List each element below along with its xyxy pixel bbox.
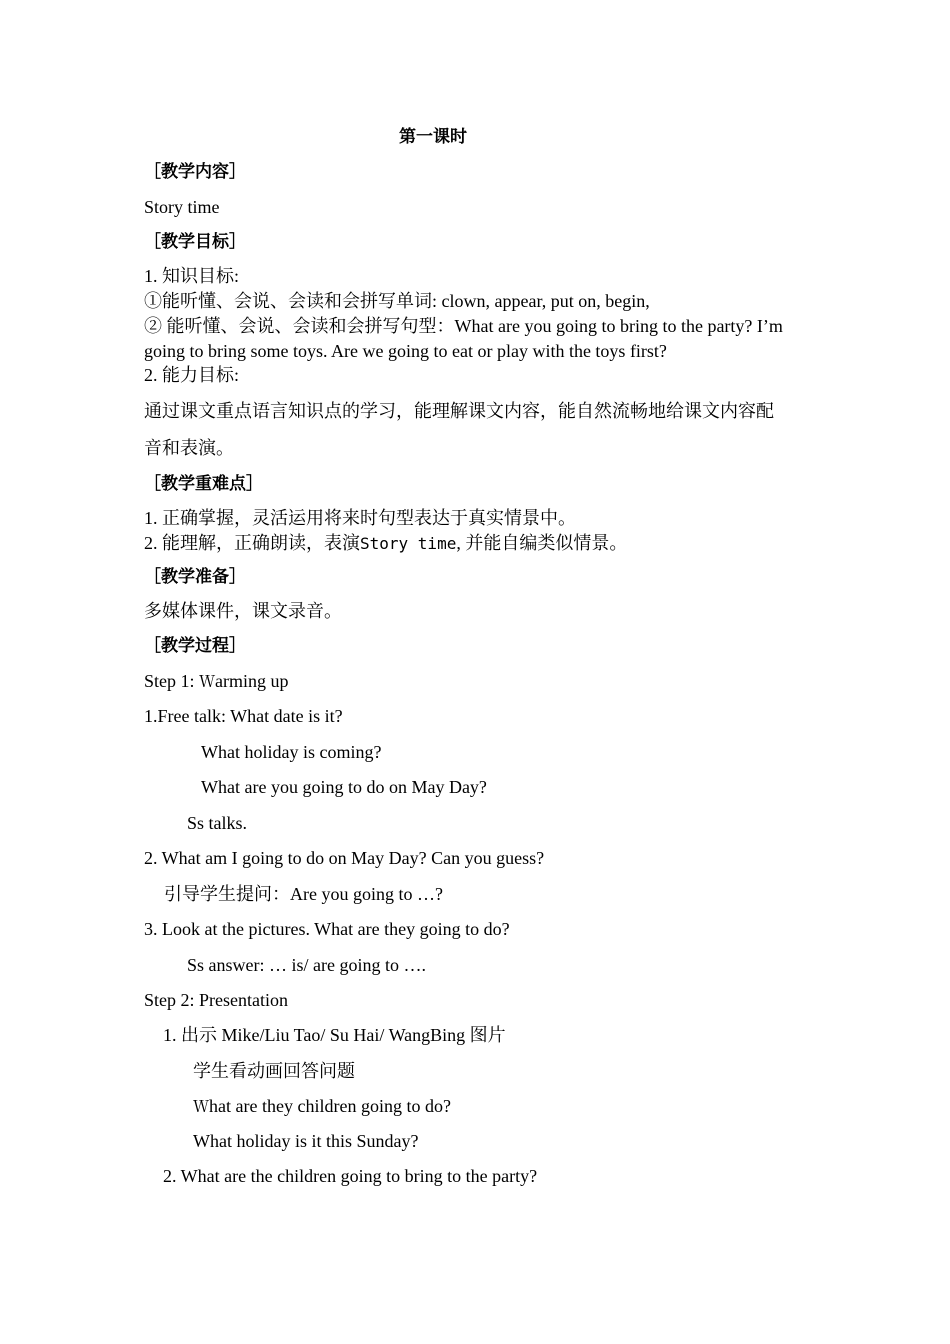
free-talk: 1.Free talk: What date is it? [144,706,343,726]
teaching-content-text: Story time [144,197,220,217]
step1-w: Ｗ [199,672,216,691]
heading-preparation: ［教学准备］ [144,567,246,587]
guide-students: 引导学生提问：Are you going to …? [164,884,443,904]
ss-answer: Ss answer: … is/ are going to …. [187,955,426,975]
presentation-question-2: What holiday is it this Sunday? [193,1131,419,1151]
preparation-text: 多媒体课件，课文录音。 [144,601,342,621]
step1-title [144,670,289,693]
goal-knowledge-sentences-line1: ② 能听懂、会说、会读和会拼写句型：What are you going to bring to the party? I’m [144,316,783,336]
ss-talks: Ss talks. [187,813,248,833]
goal-ability: 2. 能力目标: [144,365,240,385]
key-point-2-text: 2. 能理解，正确朗读，表演 [144,533,360,553]
goal-knowledge: 1. 知识目标: [144,266,240,286]
goal-knowledge-sentences-line2: going to bring some toys. Are we going to eat or play with the toys first? [144,341,667,361]
question-may-day: What are you going to do on May Day? [201,777,487,797]
key-point-2-tail: , 并能自编类似情景。 [456,533,628,553]
presentation-item-2: 2. What are the children going to bring to the party? [163,1166,538,1186]
key-point-2 [144,532,627,555]
heading-teaching-content: ［教学内容］ [144,162,246,182]
key-point-2-mono: Story time [360,534,457,553]
step1-prefix: Step 1: [144,671,200,691]
page-title: 第一课时 [399,127,467,147]
question-holiday: What holiday is coming? [201,742,382,762]
heading-process: ［教学过程］ [144,636,246,656]
presentation-question-1 [193,1095,451,1118]
question-2: 2. What am I going to do on May Day? Can you guess? [144,848,545,868]
goal-ability-text-line1: 通过课文重点语言知识点的学习，能理解课文内容，能自然流畅地给课文内容配 [144,401,774,421]
question-3: 3. Look at the pictures. What are they going to do? [144,919,510,939]
goal-knowledge-words: ①能听懂、会说、会读和会拼写单词: clown, appear, put on, begin, [144,291,650,311]
presentation-item-1: 1. 出示 Mike/Liu Tao/ Su Hai/ WangBing 图片 [163,1025,506,1045]
heading-teaching-goals: ［教学目标］ [144,232,246,252]
step1-suffix: arming up [215,671,289,691]
presentation-watch: 学生看动画回答问题 [193,1061,355,1081]
step2-title: Step 2: Presentation [144,990,288,1010]
key-point-1: 1. 正确掌握，灵活运用将来时句型表达于真实情景中。 [144,508,576,528]
goal-ability-text-line2: 音和表演。 [144,438,234,458]
presentation-question-1-text: hat are they children going to do? [209,1096,451,1116]
presentation-question-1-w: Ｗ [193,1097,210,1116]
heading-key-points: ［教学重难点］ [144,474,263,494]
